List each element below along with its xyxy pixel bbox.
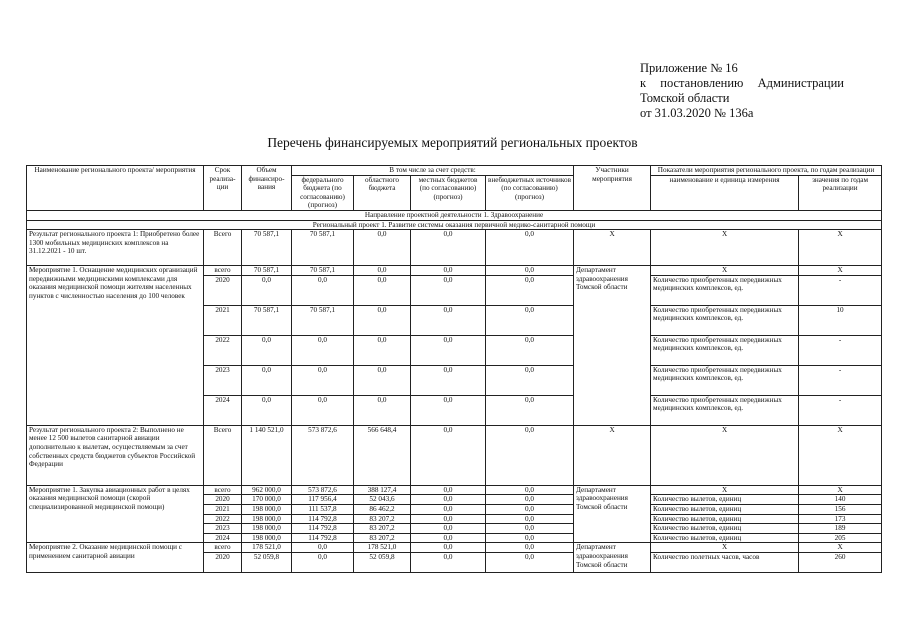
row-federal: 573 872,6	[292, 485, 354, 495]
appendix-line-1: Приложение № 16	[640, 61, 738, 75]
row-extrabudget: 0,0	[486, 543, 574, 553]
appendix-line-2-b: постановлению	[660, 76, 744, 90]
row-term: 2020	[204, 495, 242, 505]
row-federal: 114 792,8	[292, 524, 354, 534]
row-indicator-value: 10	[799, 305, 882, 335]
event-participants: Департамент здравоохранения Томской области	[574, 485, 651, 543]
row-regional: 0,0	[354, 275, 411, 305]
row-indicator-value: 140	[799, 495, 882, 505]
result-term: Всего	[204, 230, 242, 266]
appendix-line-2	[640, 76, 844, 91]
row-regional: 388 127,4	[354, 485, 411, 495]
row-regional: 0,0	[354, 266, 411, 276]
row-term: 2024	[204, 395, 242, 425]
row-extrabudget: 0,0	[486, 365, 574, 395]
result-row	[27, 425, 882, 485]
row-regional: 178 521,0	[354, 543, 411, 553]
result-regional: 0,0	[354, 230, 411, 266]
row-term: 2022	[204, 335, 242, 365]
header-name: Наименование регионального проекта/ мероприятия	[27, 166, 204, 211]
row-term: 2024	[204, 533, 242, 543]
row-volume: 198 000,0	[242, 533, 292, 543]
row-federal: 111 537,8	[292, 504, 354, 514]
row-federal: 0,0	[292, 335, 354, 365]
row-indicator-name: Количество вылетов, единиц	[651, 514, 799, 524]
row-local: 0,0	[411, 533, 486, 543]
row-indicator-value: -	[799, 395, 882, 425]
row-indicator-value: 260	[799, 552, 882, 572]
row-federal: 0,0	[292, 552, 354, 572]
row-local: 0,0	[411, 514, 486, 524]
row-local: 0,0	[411, 543, 486, 553]
row-local: 0,0	[411, 552, 486, 572]
row-term: 2020	[204, 552, 242, 572]
row-volume: 0,0	[242, 335, 292, 365]
header-term: Срок реализа-ции	[204, 166, 242, 211]
table-row	[27, 266, 882, 276]
row-federal: 70 587,1	[292, 305, 354, 335]
table-row	[27, 543, 882, 553]
row-extrabudget: 0,0	[486, 524, 574, 534]
row-local: 0,0	[411, 504, 486, 514]
row-volume: 70 587,1	[242, 305, 292, 335]
row-term: 2022	[204, 514, 242, 524]
row-indicator-name: Количество приобретенных передвижных медицинских комплексов, ед.	[651, 275, 799, 305]
header-incl: В том числе за счет средств:	[292, 166, 574, 176]
row-indicator-value: X	[799, 543, 882, 553]
row-indicator-value: -	[799, 275, 882, 305]
row-indicator-name: Количество приобретенных передвижных медицинских комплексов, ед.	[651, 395, 799, 425]
row-indicator-value: 173	[799, 514, 882, 524]
row-regional: 0,0	[354, 365, 411, 395]
event-name: Мероприятие 2. Оказание медицинской помощи с применением санитарной авиации	[27, 543, 204, 573]
row-term: 2023	[204, 365, 242, 395]
row-indicator-name: Количество приобретенных передвижных медицинских комплексов, ед.	[651, 335, 799, 365]
result-local: 0,0	[411, 230, 486, 266]
appendix-line-3: Томской области	[640, 91, 730, 105]
header-volume: Объем финансиро-вания	[242, 166, 292, 211]
row-local: 0,0	[411, 495, 486, 505]
row-extrabudget: 0,0	[486, 395, 574, 425]
header-indicator-name: наименование и единица измерения	[651, 175, 799, 210]
document-title: Перечень финансируемых мероприятий региональных проектов	[267, 135, 638, 150]
row-regional: 0,0	[354, 395, 411, 425]
row-extrabudget: 0,0	[486, 552, 574, 572]
row-local: 0,0	[411, 275, 486, 305]
row-local: 0,0	[411, 485, 486, 495]
header-indicator-value: значения по годам реализации	[799, 175, 882, 210]
row-volume: 52 059,8	[242, 552, 292, 572]
row-term: 2021	[204, 305, 242, 335]
event-participants: Департамент здравоохранения Томской области	[574, 266, 651, 426]
row-local: 0,0	[411, 395, 486, 425]
section-project: Региональный проект 1. Развитие системы оказания первичной медико-санитарной помощи	[27, 220, 882, 230]
row-volume: 178 521,0	[242, 543, 292, 553]
row-volume: 0,0	[242, 275, 292, 305]
row-term: всего	[204, 266, 242, 276]
row-extrabudget: 0,0	[486, 495, 574, 505]
header-federal: федерального бюджета (по согласованию) (прогноз)	[292, 175, 354, 210]
row-indicator-name: X	[651, 485, 799, 495]
row-term: 2023	[204, 524, 242, 534]
row-volume: 0,0	[242, 395, 292, 425]
result-regional: 566 648,4	[354, 425, 411, 485]
row-local: 0,0	[411, 335, 486, 365]
row-extrabudget: 0,0	[486, 305, 574, 335]
row-federal: 70 587,1	[292, 266, 354, 276]
row-volume: 170 000,0	[242, 495, 292, 505]
result-extrabudget: 0,0	[486, 425, 574, 485]
header-extrabudget: внебюджетных источников (по согласованию) (прогноз)	[486, 175, 574, 210]
row-indicator-name: X	[651, 266, 799, 276]
result-local: 0,0	[411, 425, 486, 485]
row-federal: 117 956,4	[292, 495, 354, 505]
row-indicator-name: Количество вылетов, единиц	[651, 495, 799, 505]
row-indicator-value: -	[799, 365, 882, 395]
table-row	[27, 485, 882, 495]
result-indicator-name: X	[651, 230, 799, 266]
row-regional: 52 059,8	[354, 552, 411, 572]
row-indicator-name: X	[651, 543, 799, 553]
row-indicator-value: X	[799, 485, 882, 495]
result-volume: 70 587,1	[242, 230, 292, 266]
row-regional: 52 043,6	[354, 495, 411, 505]
result-federal: 70 587,1	[292, 230, 354, 266]
row-regional: 0,0	[354, 335, 411, 365]
row-federal: 0,0	[292, 395, 354, 425]
header-local: местных бюджетов (по согласованию) (прогноз)	[411, 175, 486, 210]
row-local: 0,0	[411, 524, 486, 534]
result-volume: 1 140 521,0	[242, 425, 292, 485]
row-regional: 83 207,2	[354, 533, 411, 543]
row-federal: 114 792,8	[292, 514, 354, 524]
row-volume: 198 000,0	[242, 524, 292, 534]
row-indicator-name: Количество приобретенных передвижных медицинских комплексов, ед.	[651, 365, 799, 395]
row-indicator-value: X	[799, 266, 882, 276]
row-extrabudget: 0,0	[486, 335, 574, 365]
appendix-block	[640, 61, 844, 121]
result-indicator-value: X	[799, 425, 882, 485]
result-indicator-value: X	[799, 230, 882, 266]
row-regional: 86 462,2	[354, 504, 411, 514]
event-name: Мероприятие 1. Закупка авиационных работ в целях оказания медицинской помощи (скорой специализированной медицинской помощи)	[27, 485, 204, 543]
row-federal: 0,0	[292, 543, 354, 553]
row-extrabudget: 0,0	[486, 485, 574, 495]
row-term: 2021	[204, 504, 242, 514]
row-term: всего	[204, 485, 242, 495]
row-volume: 198 000,0	[242, 514, 292, 524]
result-federal: 573 872,6	[292, 425, 354, 485]
row-extrabudget: 0,0	[486, 275, 574, 305]
row-regional: 83 207,2	[354, 514, 411, 524]
result-name: Результат регионального проекта 2: Выполнено не менее 12 500 вылетов санитарной авиации дополнительно к вылетам, осуществляемым за счет собственных средств бюджетов субъектов Российской Федерации	[27, 425, 204, 485]
financing-table	[26, 165, 882, 573]
row-federal: 114 792,8	[292, 533, 354, 543]
header-indicators: Показатели мероприятия регионального проекта, по годам реализации	[651, 166, 882, 176]
row-regional: 0,0	[354, 305, 411, 335]
row-volume: 198 000,0	[242, 504, 292, 514]
row-indicator-name: Количество полетных часов, часов	[651, 552, 799, 572]
row-indicator-name: Количество вылетов, единиц	[651, 533, 799, 543]
row-federal: 0,0	[292, 275, 354, 305]
event-name: Мероприятие 1. Оснащение медицинских организаций передвижными медицинскими комплексами для оказания медицинской помощи жителям населенных пунктов с численностью населения до 100 человек	[27, 266, 204, 426]
row-indicator-name: Количество вылетов, единиц	[651, 524, 799, 534]
appendix-line-2-c: Администрации	[757, 76, 844, 90]
row-volume: 0,0	[242, 365, 292, 395]
appendix-line-4: от 31.03.2020 № 136а	[640, 106, 754, 120]
row-indicator-value: 156	[799, 504, 882, 514]
row-indicator-value: 189	[799, 524, 882, 534]
row-extrabudget: 0,0	[486, 514, 574, 524]
result-extrabudget: 0,0	[486, 230, 574, 266]
row-local: 0,0	[411, 365, 486, 395]
result-participants: X	[574, 230, 651, 266]
row-indicator-name: Количество приобретенных передвижных медицинских комплексов, ед.	[651, 305, 799, 335]
row-extrabudget: 0,0	[486, 533, 574, 543]
result-name: Результат регионального проекта 1: Приобретено более 1300 мобильных медицинских комплексов на 31.12.2021 - 10 шт.	[27, 230, 204, 266]
section-direction: Направление проектной деятельности 1. Здравоохранение	[27, 210, 882, 220]
row-term: всего	[204, 543, 242, 553]
row-local: 0,0	[411, 305, 486, 335]
row-extrabudget: 0,0	[486, 266, 574, 276]
row-indicator-value: -	[799, 335, 882, 365]
row-indicator-value: 205	[799, 533, 882, 543]
header-regional: областного бюджета	[354, 175, 411, 210]
row-regional: 83 207,2	[354, 524, 411, 534]
row-volume: 70 587,1	[242, 266, 292, 276]
appendix-line-2-a: к	[640, 76, 647, 90]
row-term: 2020	[204, 275, 242, 305]
result-row	[27, 230, 882, 266]
event-participants: Департамент здравоохранения Томской области	[574, 543, 651, 573]
header-participants: Участники мероприятия	[574, 166, 651, 211]
result-term: Всего	[204, 425, 242, 485]
row-indicator-name: Количество вылетов, единиц	[651, 504, 799, 514]
row-local: 0,0	[411, 266, 486, 276]
row-volume: 962 000,0	[242, 485, 292, 495]
row-extrabudget: 0,0	[486, 504, 574, 514]
result-participants: X	[574, 425, 651, 485]
row-federal: 0,0	[292, 365, 354, 395]
result-indicator-name: X	[651, 425, 799, 485]
